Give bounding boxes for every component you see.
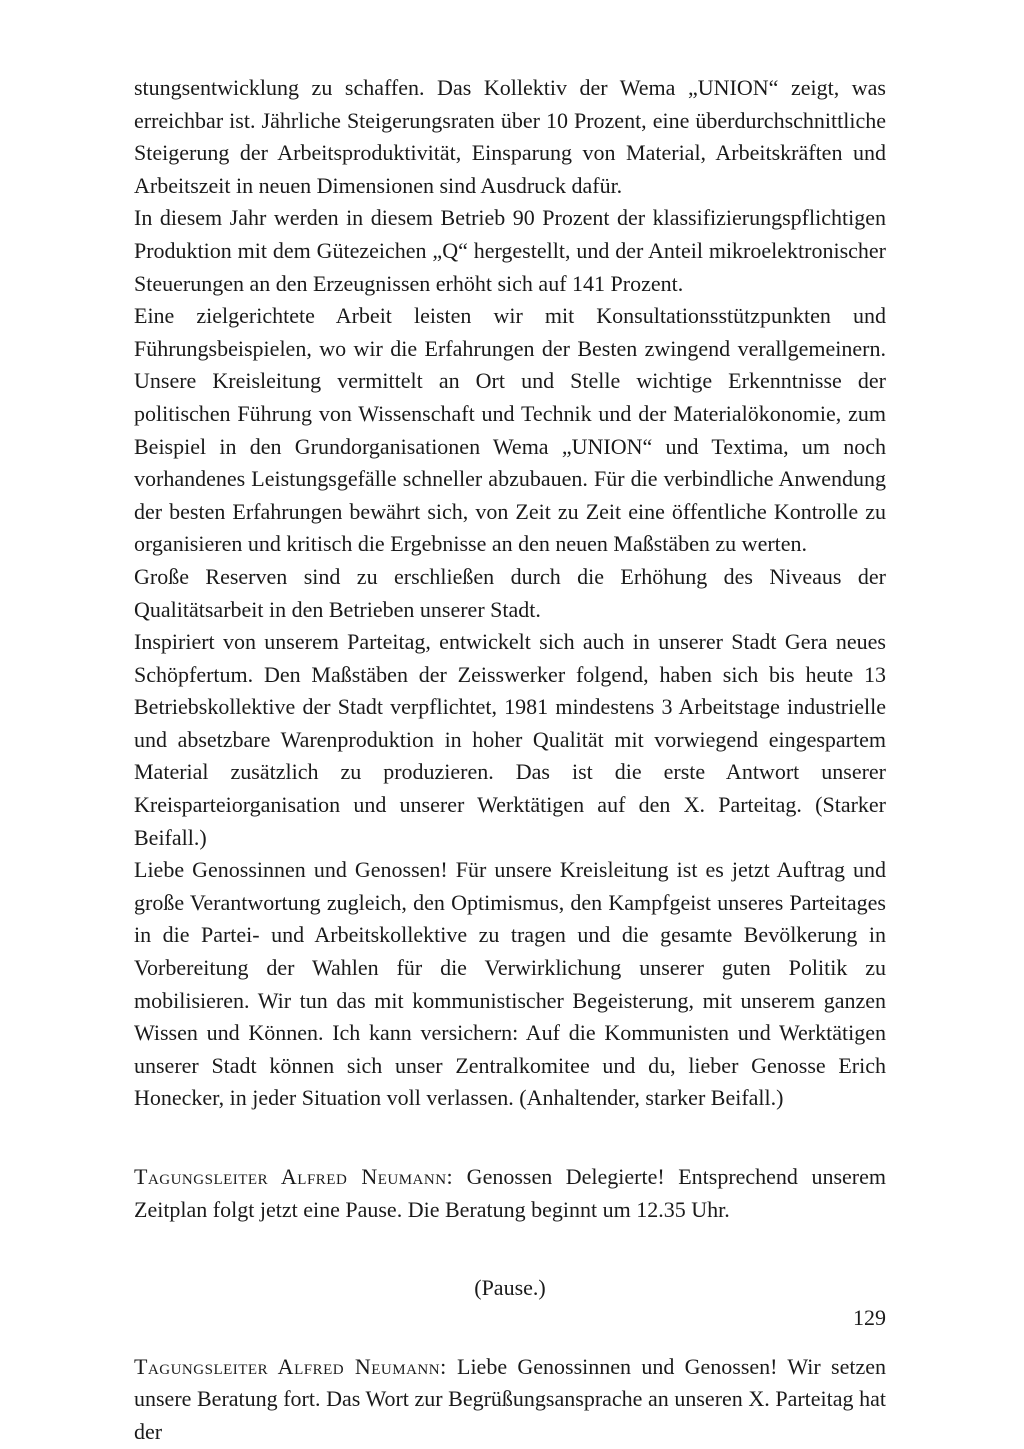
speech-text: Liebe Genossinnen und Genossen! Wir setzen unsere Beratung fort. Das Wort zur Begrüßungsansprache an unseren X. Parteitag hat der (134, 1353, 886, 1444)
pause-note: (Pause.) (474, 1275, 546, 1301)
paragraph-6: Liebe Genossinnen und Genossen! Für unsere Kreisleitung ist es jetzt Auftrag und große Verantwortung zugleich, den Optimismus, den Kampfgeist unseres Parteitages in die Partei- und Arbeitskollektive zu tragen und die gesamte Bevölkerung in Vorbereitung der Wahlen für die Verwirklichung unserer guten Politik zu mobilisieren. Wir tun das mit kommunistischer Begeisterung, mit unserem ganzen Wissen und Können. Ich kann versichern: Auf die Kommunisten und Werktätigen unserer Stadt können sich unser Zentralkomitee und du, lieber Genosse Erich Honecker, in jeder Situation voll verlassen. (Anhaltender, starker Beifall.) (134, 857, 886, 1111)
paragraph-2: In diesem Jahr werden in diesem Betrieb 90 Prozent der klassifizierungspflichtigen Produktion mit dem Gütezeichen „Q“ hergestellt, und der Anteil mikroelektronischer Steuerungen an den Erzeugnissen erhöht sich auf 141 Prozent. (134, 205, 886, 296)
paragraph-5: Inspiriert von unserem Parteitag, entwickelt sich auch in unserer Stadt Gera neues Schöpfertum. Den Maßstäben der Zeisswerker folgend, haben sich bis heute 13 Betriebskollektive der Stadt verpflichtet, 1981 mindestens 3 Arbeitstage industrielle und absetzbare Warenproduktion in hoher Qualität mit vorwiegend eingespartem Material zusätzlich zu produzieren. Das ist die erste Antwort unserer Kreisparteiorganisation und unserer Werktätigen auf den X. Parteitag. (Starker Beifall.) (134, 629, 886, 850)
section-gap (134, 1226, 886, 1272)
speech-1 (134, 1161, 886, 1226)
speaker-name: Tagungsleiter Alfred Neumann: (134, 1353, 447, 1379)
paragraph-3: Eine zielgerichtete Arbeit leisten wir mit Konsultationsstützpunkten und Führungsbeispielen, wo wir die Erfahrungen der Besten zwingend verallgemeinern. Unsere Kreisleitung vermittelt an Ort und Stelle wichtige Erkenntnisse der politischen Führung von Wissenschaft und Technik und der Materialökonomie, zum Beispiel in den Grundorganisationen Wema „UNION“ und Textima, um noch vorhandenes Leistungsgefälle schneller abzubauen. Für die verbindliche Anwendung der besten Erfahrungen bewährt sich, von Zeit zu Zeit eine öffentliche Kontrolle zu organisieren und kritisch die Ergebnisse an den neuen Maßstäben zu werten. (134, 303, 886, 557)
speech-2 (134, 1351, 886, 1449)
speech-text: Genossen Delegierte! Entsprechend unserem Zeitplan folgt jetzt eine Pause. Die Beratung beginnt um 12.35 Uhr. (134, 1164, 886, 1222)
page-number: 129 (853, 1305, 886, 1330)
section-gap (134, 1115, 886, 1161)
paragraph-4: Große Reserven sind zu erschließen durch die Erhöhung des Niveaus der Qualitätsarbeit in den Betrieben unserer Stadt. (134, 563, 886, 622)
speaker-name: Tagungsleiter Alfred Neumann: (134, 1164, 454, 1189)
paragraph-1: stungsentwicklung zu schaffen. Das Kollektiv der Wema „UNION“ zeigt, was erreichbar ist. Jährliche Steigerungsraten über 10 Prozent, eine überdurchschnittliche Steigerung der Arbeitsproduktivität, Einsparung von Material, Arbeitskräften und Arbeitszeit in neuen Dimensionen sind Ausdruck dafür. (134, 75, 886, 198)
section-gap (134, 1305, 886, 1351)
body-text (134, 72, 886, 1449)
